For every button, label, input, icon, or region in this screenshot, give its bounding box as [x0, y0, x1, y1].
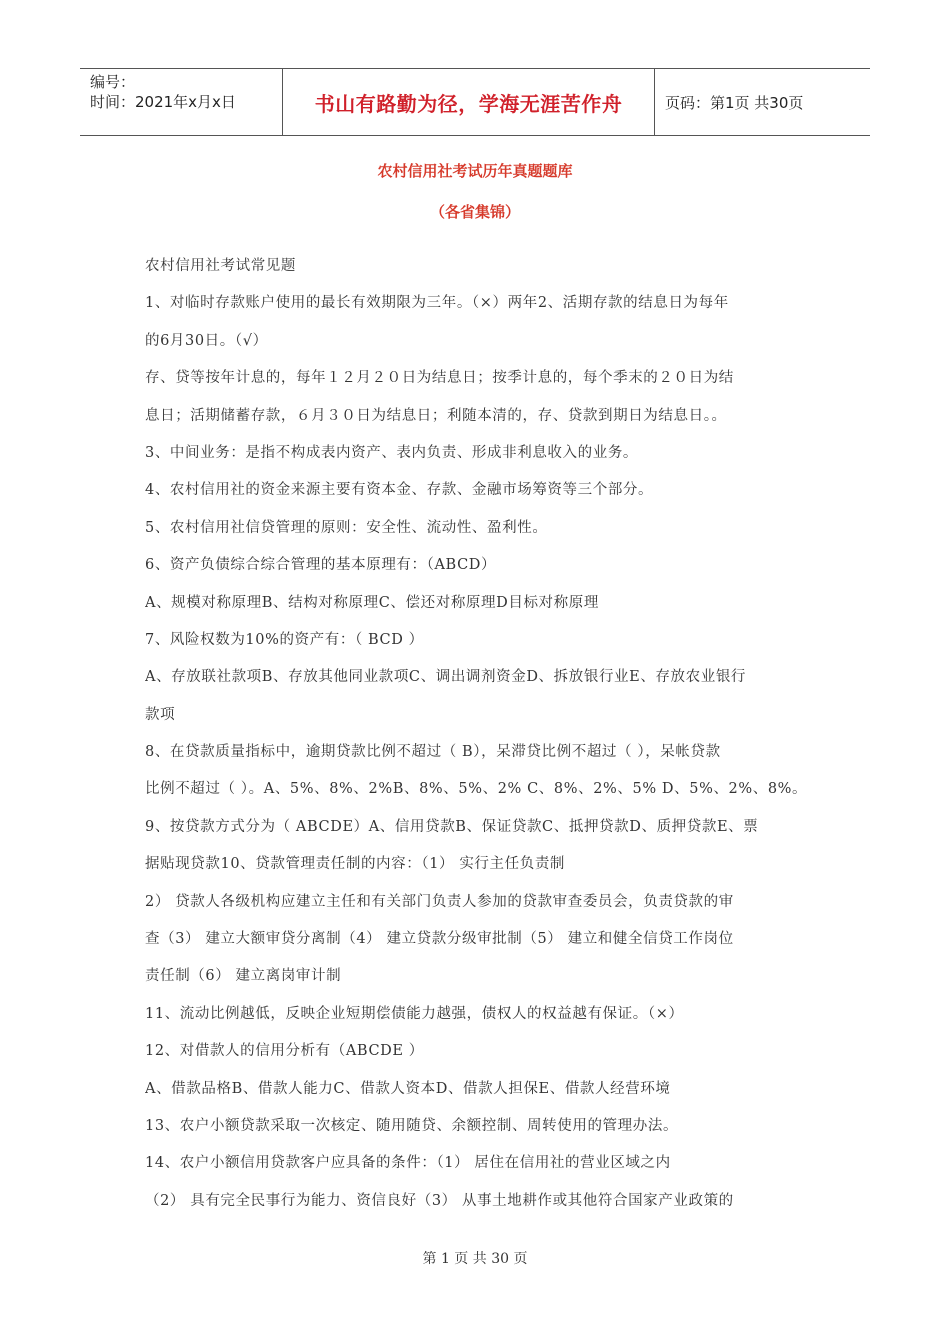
- page-footer: 第 1 页 共 30 页: [422, 1251, 528, 1267]
- body-line: 3、中间业务：是指不构成表内资产、表内负责、形成非利息收入的业务。: [145, 444, 639, 461]
- document-date-label: 时间：2021年x月x日: [90, 93, 236, 111]
- document-title: 农村信用社考试历年真题题库: [377, 162, 573, 180]
- header-page-number: 页码：第1页 共30页: [665, 93, 804, 112]
- body-line: 12、对借款人的信用分析有（ABCDE ）: [145, 1043, 424, 1060]
- body-line: 5、农村信用社信贷管理的原则：安全性、流动性、盈利性。: [145, 519, 548, 536]
- body-line: 据贴现贷款10、贷款管理责任制的内容：（1） 实行主任负责制: [145, 856, 566, 873]
- body-line: 农村信用社考试常见题: [145, 258, 296, 274]
- body-line: 8、在贷款质量指标中，逾期贷款比例不超过（ B），呆滞贷比例不超过（ ），呆帐贷款: [145, 744, 721, 761]
- body-line: A、借款品格B、借款人能力C、借款人资本D、借款人担保E、借款人经营环境: [145, 1080, 671, 1097]
- document-subtitle: （各省集锦）: [429, 203, 520, 221]
- body-line: 1、对临时存款账户使用的最长有效期限为三年。（×）两年2、活期存款的结息日为每年: [145, 295, 729, 312]
- body-line: 4、农村信用社的资金来源主要有资本金、存款、金融市场筹资等三个部分。: [145, 482, 654, 499]
- body-line: 款项: [145, 706, 176, 723]
- body-line: 存、贷等按年计息的，每年１２月２０日为结息日；按季计息的，每个季末的２０日为结: [145, 370, 734, 387]
- body-line: 比例不超过（ ）。A、5%、8%、2%B、8%、5%、2% C、8%、2%、5% D、5%、2%、8%。: [145, 781, 808, 798]
- body-line: 责任制（6） 建立离岗审计制: [145, 968, 342, 985]
- body-line: 2） 贷款人各级机构应建立主任和有关部门负责人参加的贷款审查委员会，负责贷款的审: [145, 893, 734, 910]
- body-line: 13、农户小额贷款采取一次核定、随用随贷、余额控制、周转使用的管理办法。: [145, 1117, 679, 1134]
- body-line: 11、流动比例越低，反映企业短期偿债能力越强，债权人的权益越有保证。（×）: [145, 1005, 684, 1022]
- body-line: 6、资产负债综合综合管理的基本原理有：（ABCD）: [145, 557, 497, 574]
- header-motto: 书山有路勤为径，学海无涯苦作舟: [282, 69, 655, 135]
- body-line: 9、按贷款方式分为（ ABCDE）A、信用贷款B、保证贷款C、抵押贷款D、质押贷款E、票: [145, 818, 759, 835]
- document-body: [145, 253, 810, 1225]
- document-number-label: 编号：: [90, 73, 136, 91]
- body-line: 14、农户小额信用贷款客户应具备的条件：（1） 居住在信用社的营业区域之内: [145, 1155, 671, 1172]
- body-line: 的6月30日。（√）: [145, 332, 268, 349]
- body-line: 7、风险权数为10%的资产有：（ BCD ）: [145, 631, 424, 648]
- body-line: A、存放联社款项B、存放其他同业款项C、调出调剂资金D、拆放银行业E、存放农业银行: [145, 669, 747, 686]
- body-line: 查（3） 建立大额审贷分离制（4） 建立贷款分级审批制（5） 建立和健全信贷工作岗位: [145, 931, 734, 948]
- header-table: [80, 68, 870, 136]
- body-line: （2） 具有完全民事行为能力、资信良好（3） 从事土地耕作或其他符合国家产业政策的: [145, 1192, 734, 1209]
- body-line: 息日；活期储蓄存款，６月３０日为结息日；利随本清的，存、贷款到期日为结息日。。: [145, 407, 727, 424]
- body-line: A、规模对称原理B、结构对称原理C、偿还对称原理D目标对称原理: [145, 594, 599, 611]
- header-meta-cell: [80, 69, 282, 135]
